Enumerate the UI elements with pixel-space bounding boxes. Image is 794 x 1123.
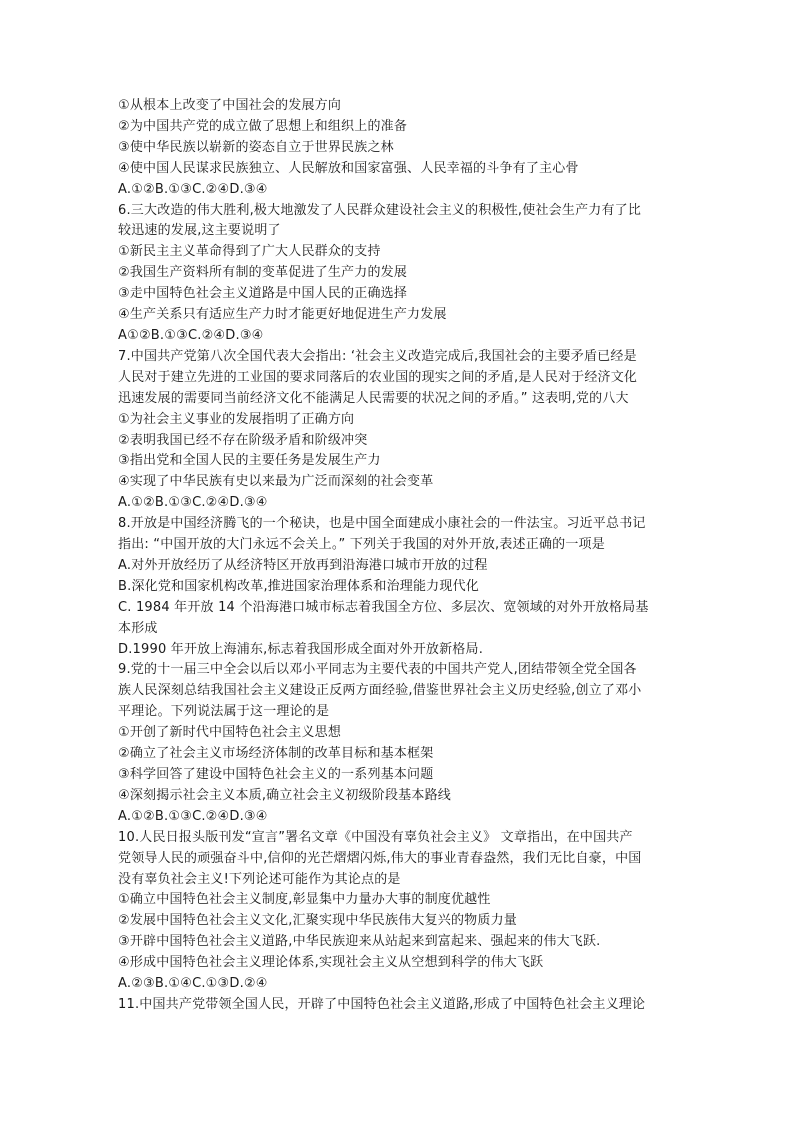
option-line: ④使中国人民谋求民族独立、人民解放和国家富强、人民幸福的斗争有了主心骨 — [118, 160, 579, 176]
option-line: 本形成 — [118, 620, 158, 636]
option-line: ③使中华民族以崭新的姿态自立于世界民族之林 — [118, 139, 394, 155]
option-line: B.深化党和国家机构改革,推进国家治理体系和治理能力现代化 — [118, 578, 479, 594]
answer-choices: A.①②B.①③C.②④D.③④ — [118, 495, 268, 511]
option-line: ③走中国特色社会主义道路是中国人民的正确选择 — [118, 286, 408, 302]
option-line: ②表明我国已经不存在阶级矛盾和阶级冲突 — [118, 432, 368, 448]
question-stem-line: 较迅速的发展,这主要说明了 — [118, 223, 281, 239]
option-line: ①为社会主义事业的发展指明了正确方向 — [118, 411, 355, 427]
answer-choices: A.①②B.①③C.②④D.③④ — [118, 181, 268, 197]
question-stem-line: 11.中国共产党带领全国人民，开辟了中国特色社会主义道路,形成了中国特色社会主义理论 — [118, 996, 646, 1012]
answer-choices: A.②③B.①④C.①③D.②④ — [118, 976, 268, 992]
option-line: ②确立了社会主义市场经济体制的改革目标和基本框架 — [118, 746, 434, 762]
option-line: C. 1984 年开放 14 个沿海港口城市标志着我国全方位、多层次、宽领域的对外开放格局基 — [118, 599, 649, 615]
option-line: ④形成中国特色社会主义理论体系,实现社会主义从空想到科学的伟大飞跃 — [118, 955, 544, 971]
question-11 — [118, 995, 680, 1016]
question-5-tail — [118, 96, 680, 201]
option-line: ③开辟中国特色社会主义道路,中华民族迎来从站起来到富起来、强起来的伟大飞跃. — [118, 934, 601, 950]
option-line: D.1990 年开放上海浦东,标志着我国形成全面对外开放新格局. — [118, 641, 484, 657]
option-line: ①新民主主义革命得到了广大人民群众的支持 — [118, 244, 381, 260]
option-line: ④生产关系只有适应生产力时才能更好地促进生产力发展 — [118, 307, 447, 323]
option-line: ①确立中国特色社会主义制度,彰显集中力量办大事的制度优越性 — [118, 892, 491, 908]
option-line: A.对外开放经历了从经济特区开放再到沿海港口城市开放的过程 — [118, 557, 488, 573]
question-7 — [118, 347, 680, 514]
question-6 — [118, 201, 680, 347]
option-line: ③科学回答了建设中国特色社会主义的一系列基本问题 — [118, 767, 434, 782]
question-stem-line: 8.开放是中国经济腾飞的一个秘诀，也是中国全面建成小康社会的一件法宝。习近平总书记 — [118, 516, 646, 532]
question-stem-line: 党领导人民的顽强奋斗中,信仰的光芒熠熠闪烁,伟大的事业青春盎然，我们无比自豪，中国 — [118, 850, 642, 866]
option-line: ②为中国共产党的成立做了思想上和组织上的准备 — [118, 118, 408, 134]
question-8 — [118, 514, 680, 660]
question-stem-line: 指出: “中国开放的大门永远不会关上。” 下列关于我国的对外开放,表述正确的一项是 — [118, 537, 605, 553]
question-stem-line: 人民对于建立先进的工业国的要求同落后的农业国的现实之间的矛盾,是人民对于经济文化 — [118, 369, 638, 385]
option-line: ②发展中国特色社会主义文化,汇聚实现中华民族伟大复兴的物质力量 — [118, 913, 517, 929]
exam-page — [118, 96, 680, 1016]
option-line: ①开创了新时代中国特色社会主义思想 — [118, 725, 342, 741]
question-stem-line: 10.人民日报头版刊发“宣言”署名文章《中国没有辜负社会主义》 文章指出，在中国共产 — [118, 829, 633, 845]
option-line: ④实现了中华民族有史以来最为广泛而深刻的社会变革 — [118, 474, 434, 490]
question-stem-line: 迅速发展的需要同当前经济文化不能满足人民需要的状况之间的矛盾。” 这表明,党的八大 — [118, 390, 629, 406]
question-9 — [118, 660, 680, 827]
option-line: ②我国生产资料所有制的变革促进了生产力的发展 — [118, 265, 408, 281]
question-10 — [118, 828, 680, 995]
question-stem-line: 族人民深刻总结我国社会主义建设正反两方面经验,借鉴世界社会主义历史经验,创立了邓小 — [118, 683, 642, 699]
question-stem-line: 9.党的十一届三中全会以后以邓小平同志为主要代表的中国共产党人,团结带领全党全国各 — [118, 662, 637, 678]
answer-choices: A①②B.①③C.②④D.③④ — [118, 327, 264, 343]
answer-choices: A.①②B.①③C.②④D.③④ — [118, 808, 268, 824]
option-line: ③指出党和全国人民的主要任务是发展生产力 — [118, 453, 381, 469]
question-stem-line: 平理论。下列说法属于这一理论的是 — [118, 704, 330, 720]
question-stem-line: 6.三大改造的伟大胜利,极大地激发了人民群众建设社会主义的积极性,使社会生产力有了比 — [118, 202, 642, 218]
option-line: ④深刻揭示社会主义本质,确立社会主义初级阶段基本路线 — [118, 787, 451, 803]
question-stem-line: 没有辜负社会主义!下列论述可能作为其论点的是 — [118, 871, 401, 887]
question-stem-line: 7.中国共产党第八次全国代表大会指出: ‘社会主义改造完成后,我国社会的主要矛盾已经是 — [118, 348, 637, 364]
option-line: ①从根本上改变了中国社会的发展方向 — [118, 98, 342, 113]
